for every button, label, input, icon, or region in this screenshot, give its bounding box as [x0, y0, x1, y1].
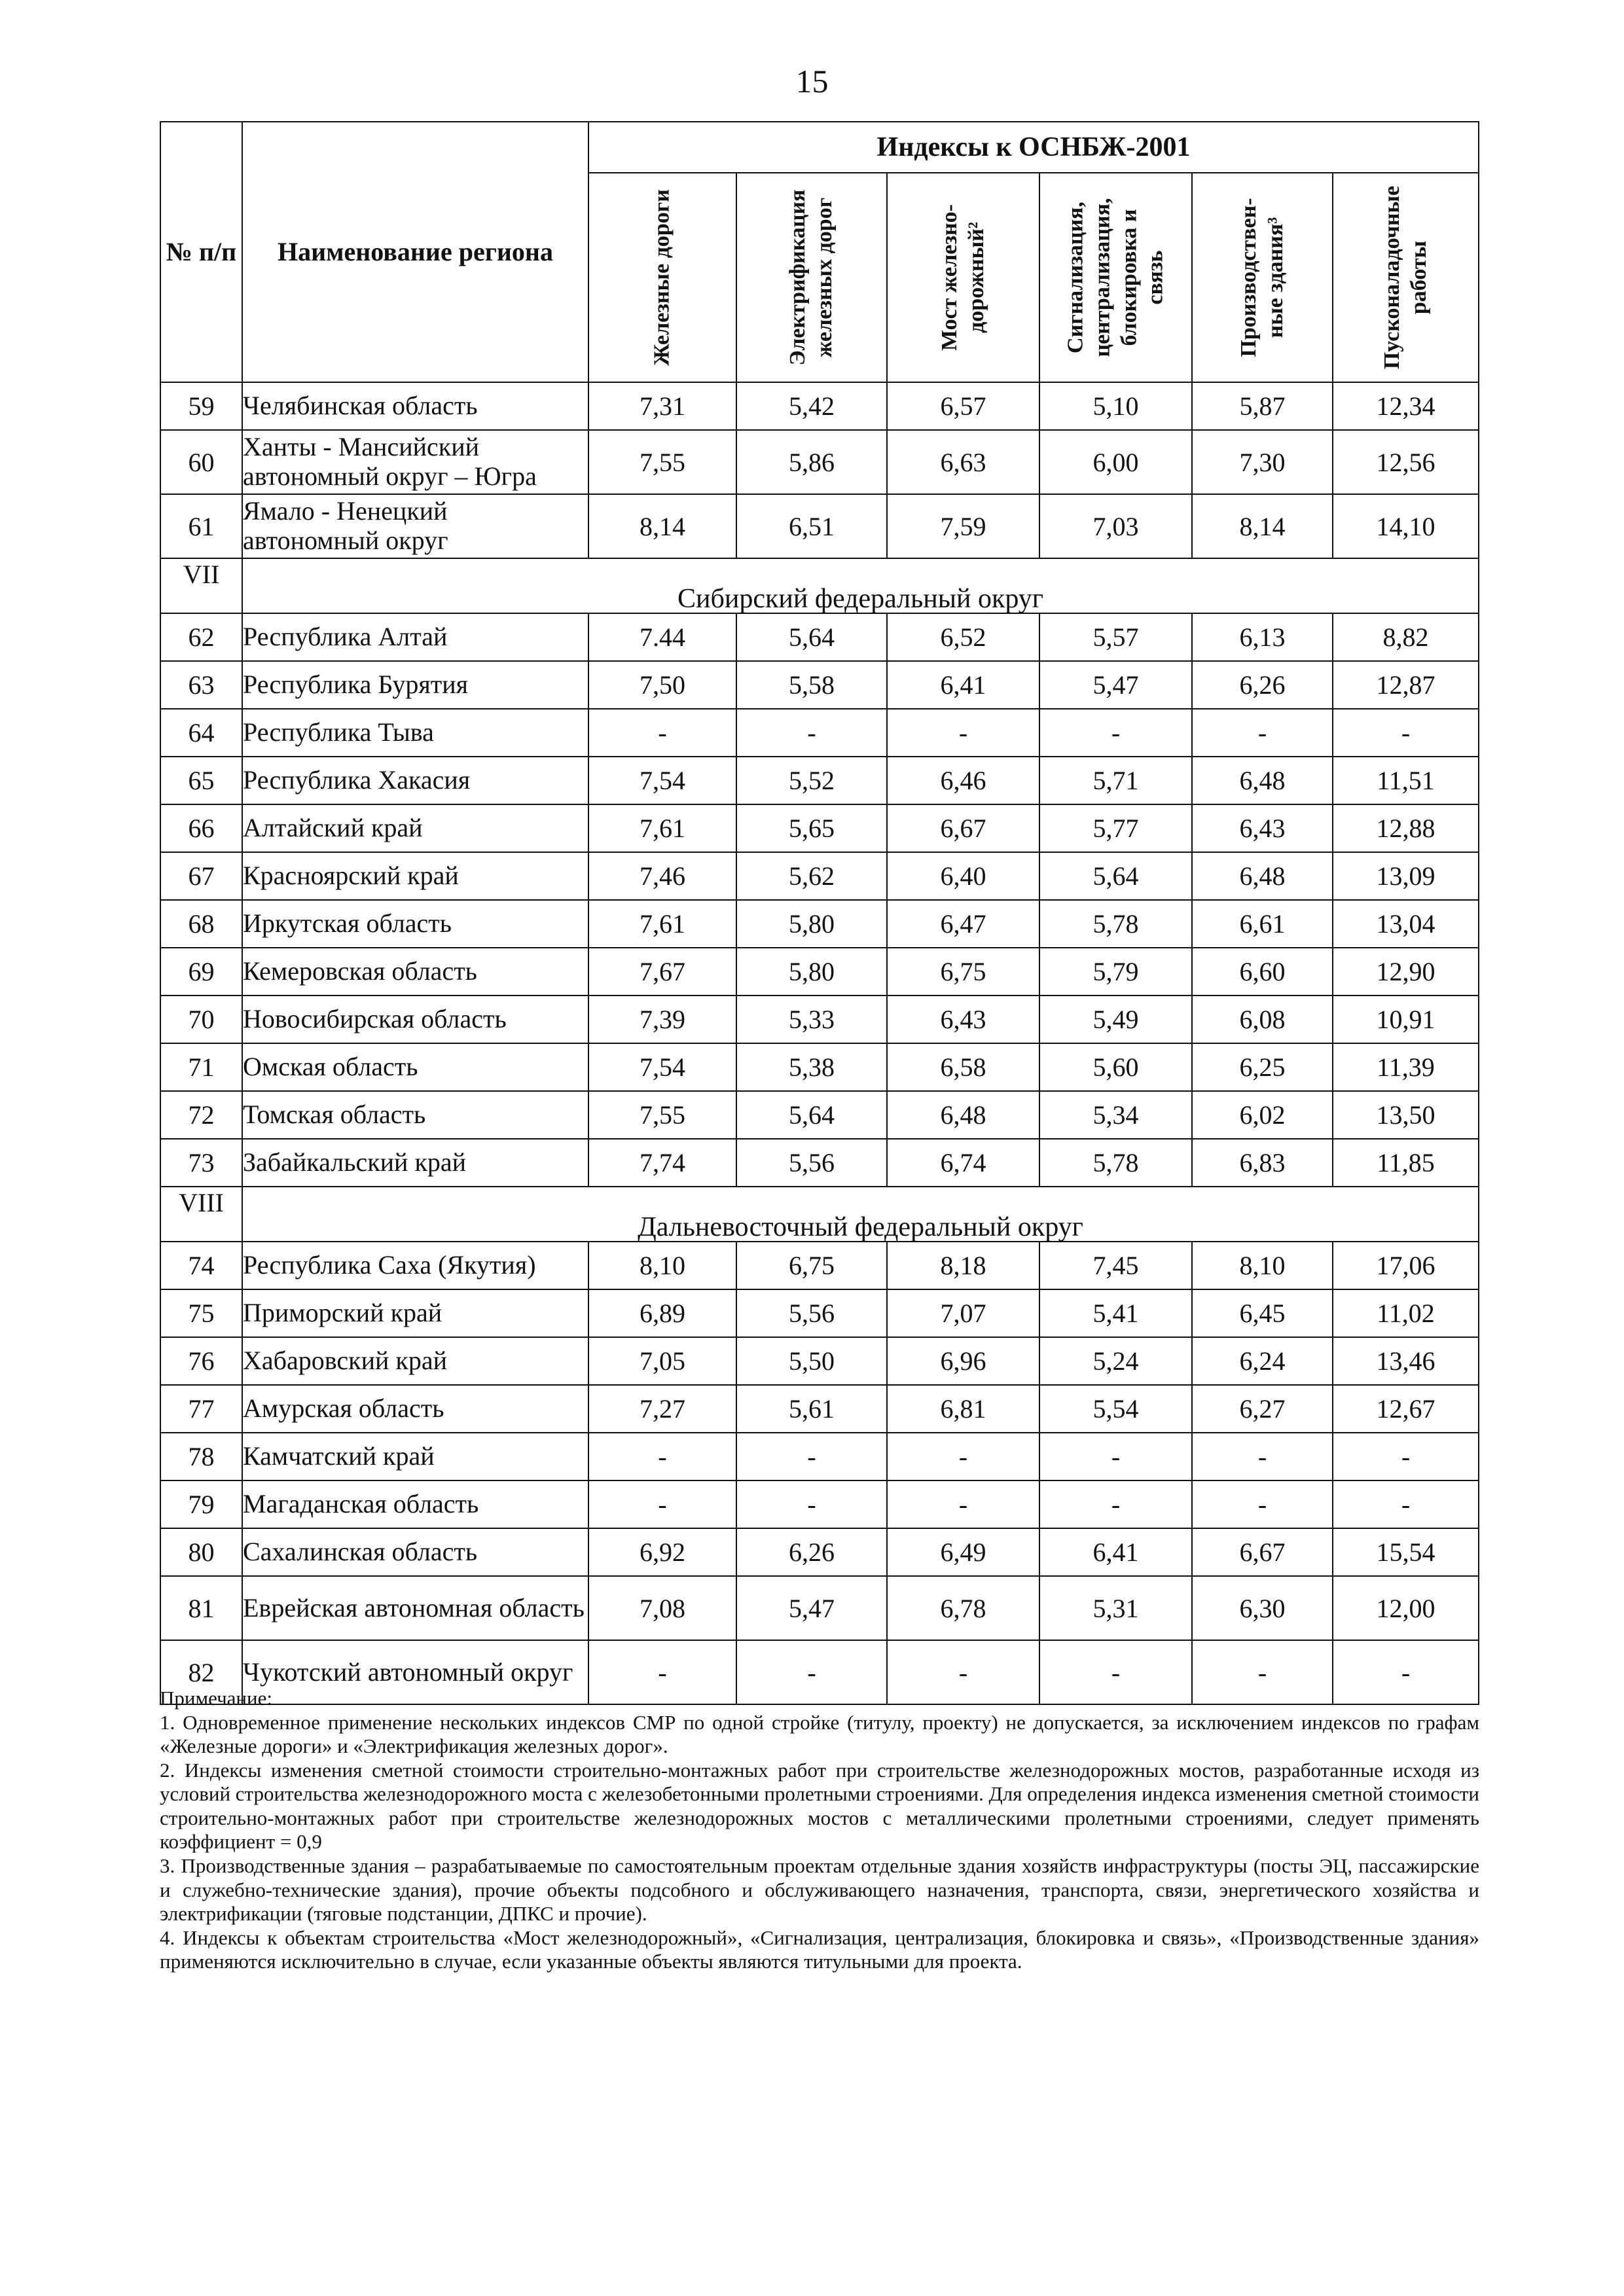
row-num: 77: [160, 1385, 242, 1433]
value-cell: 5,33: [736, 996, 887, 1043]
region-name: Челябинская область: [242, 382, 588, 430]
value-cell: -: [1333, 709, 1479, 757]
value-cell: 5,65: [736, 804, 887, 852]
value-cell: 5,86: [736, 430, 887, 494]
table-row: [160, 1576, 1479, 1640]
row-num: 82: [160, 1640, 242, 1704]
region-name: Алтайский край: [242, 804, 588, 852]
section-number: VIII: [160, 1187, 242, 1242]
value-cell: 5,78: [1039, 1139, 1192, 1187]
value-cell: 5,58: [736, 661, 887, 709]
row-num: 79: [160, 1480, 242, 1528]
value-cell: 6,08: [1192, 996, 1333, 1043]
table-row: [160, 1433, 1479, 1480]
value-cell: 6,26: [736, 1528, 887, 1576]
value-cell: 7,27: [588, 1385, 736, 1433]
value-cell: 7,46: [588, 852, 736, 900]
row-num: 66: [160, 804, 242, 852]
row-num: 62: [160, 613, 242, 661]
region-name: Новосибирская область: [242, 996, 588, 1043]
value-cell: 6,47: [887, 900, 1039, 948]
table-row: [160, 1385, 1479, 1433]
value-cell: 6,61: [1192, 900, 1333, 948]
note-item: 3. Производственные здания – разрабатываемые по самостоятельным проектам отдельные здания хозяйств инфраструктуры (посты ЭЦ, пассажирские и служебно-технические здания), прочие объекты подсобного и обслуживающего назначения, транспорта, связи, энергетического хозяйства и электрификации (тяговые подстанции, ДПКС и прочие).: [160, 1854, 1479, 1926]
value-cell: 8,14: [1192, 494, 1333, 558]
value-cell: -: [1192, 1480, 1333, 1528]
table-row: [160, 996, 1479, 1043]
value-cell: -: [1192, 1433, 1333, 1480]
table-row: [160, 1242, 1479, 1289]
table-row: [160, 1337, 1479, 1385]
column-header-signaling: Сигнализация, централизация, блокировка и связь: [1039, 173, 1192, 382]
value-cell: 5,64: [736, 613, 887, 661]
row-num: 80: [160, 1528, 242, 1576]
table-row: [160, 1091, 1479, 1139]
value-cell: -: [588, 1480, 736, 1528]
region-name: Ханты - Мансийский автономный округ – Югра: [242, 430, 588, 494]
value-cell: -: [1039, 1433, 1192, 1480]
column-header-railways: Железные дороги: [588, 173, 736, 382]
region-name: Республика Хакасия: [242, 757, 588, 804]
value-cell: 6,75: [887, 948, 1039, 996]
region-name: Республика Саха (Якутия): [242, 1242, 588, 1289]
value-cell: 5,54: [1039, 1385, 1192, 1433]
value-cell: 6,67: [1192, 1528, 1333, 1576]
value-cell: 6,78: [887, 1576, 1039, 1640]
value-cell: 6,24: [1192, 1337, 1333, 1385]
value-cell: 5,80: [736, 900, 887, 948]
value-cell: -: [1192, 1640, 1333, 1704]
value-cell: 6,46: [887, 757, 1039, 804]
value-cell: 7.44: [588, 613, 736, 661]
value-cell: 5,52: [736, 757, 887, 804]
row-num: 76: [160, 1337, 242, 1385]
region-name: Забайкальский край: [242, 1139, 588, 1187]
value-cell: -: [1192, 709, 1333, 757]
value-cell: -: [736, 1480, 887, 1528]
value-cell: -: [588, 1640, 736, 1704]
row-num: 70: [160, 996, 242, 1043]
value-cell: 6,27: [1192, 1385, 1333, 1433]
value-cell: 7,54: [588, 1043, 736, 1091]
value-cell: 7,50: [588, 661, 736, 709]
region-name: Хабаровский край: [242, 1337, 588, 1385]
table-row: [160, 1480, 1479, 1528]
region-name: Иркутская область: [242, 900, 588, 948]
value-cell: 6,58: [887, 1043, 1039, 1091]
value-cell: 6,43: [887, 996, 1039, 1043]
header-indices-title: Индексы к ОСНБЖ-2001: [588, 122, 1479, 173]
table-row: [160, 757, 1479, 804]
value-cell: 6,40: [887, 852, 1039, 900]
value-cell: 13,50: [1333, 1091, 1479, 1139]
value-cell: 13,46: [1333, 1337, 1479, 1385]
region-name: Магаданская область: [242, 1480, 588, 1528]
value-cell: 7,74: [588, 1139, 736, 1187]
region-name: Ямало - Ненецкий автономный округ: [242, 494, 588, 558]
value-cell: 11,02: [1333, 1289, 1479, 1337]
row-num: 71: [160, 1043, 242, 1091]
region-name: Сахалинская область: [242, 1528, 588, 1576]
value-cell: -: [588, 1433, 736, 1480]
region-name: Чукотский автономный округ: [242, 1640, 588, 1704]
value-cell: 8,82: [1333, 613, 1479, 661]
value-cell: 6,30: [1192, 1576, 1333, 1640]
value-cell: 7,31: [588, 382, 736, 430]
value-cell: 6,96: [887, 1337, 1039, 1385]
row-num: 68: [160, 900, 242, 948]
row-num: 73: [160, 1139, 242, 1187]
value-cell: 6,49: [887, 1528, 1039, 1576]
value-cell: -: [1333, 1640, 1479, 1704]
region-name: Красноярский край: [242, 852, 588, 900]
value-cell: -: [1333, 1433, 1479, 1480]
value-cell: 5,57: [1039, 613, 1192, 661]
value-cell: 6,41: [887, 661, 1039, 709]
region-name: Республика Алтай: [242, 613, 588, 661]
row-num: 69: [160, 948, 242, 996]
header-region-name: Наименование региона: [242, 122, 588, 382]
notes-block: [160, 1687, 1479, 1974]
value-cell: -: [736, 709, 887, 757]
value-cell: 6,81: [887, 1385, 1039, 1433]
value-cell: 5,87: [1192, 382, 1333, 430]
table-row: [160, 382, 1479, 430]
value-cell: 5,31: [1039, 1576, 1192, 1640]
value-cell: -: [1039, 1480, 1192, 1528]
value-cell: 8,10: [588, 1242, 736, 1289]
value-cell: 5,34: [1039, 1091, 1192, 1139]
value-cell: 6,67: [887, 804, 1039, 852]
value-cell: -: [1039, 709, 1192, 757]
value-cell: 6,57: [887, 382, 1039, 430]
value-cell: 6,48: [887, 1091, 1039, 1139]
value-cell: 7,61: [588, 804, 736, 852]
value-cell: 12,56: [1333, 430, 1479, 494]
value-cell: 7,30: [1192, 430, 1333, 494]
value-cell: 6,00: [1039, 430, 1192, 494]
column-header-electrification: Электрификация железных дорог: [736, 173, 887, 382]
region-name: Приморский край: [242, 1289, 588, 1337]
row-num: 59: [160, 382, 242, 430]
column-header-industrial-buildings: Производствен-ные здания³: [1192, 173, 1333, 382]
value-cell: 5,42: [736, 382, 887, 430]
value-cell: -: [588, 709, 736, 757]
value-cell: 12,00: [1333, 1576, 1479, 1640]
value-cell: 12,67: [1333, 1385, 1479, 1433]
value-cell: 7,07: [887, 1289, 1039, 1337]
table-row: [160, 613, 1479, 661]
region-name: Амурская область: [242, 1385, 588, 1433]
value-cell: 6,52: [887, 613, 1039, 661]
value-cell: 5,61: [736, 1385, 887, 1433]
value-cell: 11,51: [1333, 757, 1479, 804]
header-num: № п/п: [160, 122, 242, 382]
table-row: [160, 804, 1479, 852]
value-cell: 5,38: [736, 1043, 887, 1091]
value-cell: 13,04: [1333, 900, 1479, 948]
row-num: 75: [160, 1289, 242, 1337]
table-row: [160, 948, 1479, 996]
section-number: VII: [160, 558, 242, 613]
value-cell: 5,77: [1039, 804, 1192, 852]
page-number: 15: [795, 63, 829, 99]
section-title: Сибирский федеральный округ: [242, 558, 1479, 613]
value-cell: -: [736, 1433, 887, 1480]
row-num: 65: [160, 757, 242, 804]
row-num: 64: [160, 709, 242, 757]
row-num: 81: [160, 1576, 242, 1640]
value-cell: 5,78: [1039, 900, 1192, 948]
table-row: [160, 494, 1479, 558]
value-cell: 5,79: [1039, 948, 1192, 996]
row-num: 72: [160, 1091, 242, 1139]
note-item: 2. Индексы изменения сметной стоимости строительно-монтажных работ при строительстве железнодорожных мостов, разработанные исходя из условий строительства железнодорожного моста с железобетонными пролетными строениями. Для определения индекса изменения сметной стоимости строительно-монтажных работ при строительстве железнодорожных мостов с металлическими пролетными строениями, следует применять коэффициент = 0,9: [160, 1758, 1479, 1854]
value-cell: 5,47: [736, 1576, 887, 1640]
section-title: Дальневосточный федеральный округ: [242, 1187, 1479, 1242]
note-item: 1. Одновременное применение нескольких индексов СМР по одной стройке (титулу, проекту) не допускается, за исключением индексов по графам «Железные дороги» и «Электрификация железных дорог».: [160, 1710, 1479, 1758]
value-cell: 5,10: [1039, 382, 1192, 430]
row-num: 63: [160, 661, 242, 709]
column-header-railway-bridge: Мост железно-дорожный²: [887, 173, 1039, 382]
value-cell: 6,75: [736, 1242, 887, 1289]
value-cell: -: [1039, 1640, 1192, 1704]
value-cell: 6,26: [1192, 661, 1333, 709]
note-item: 4. Индексы к объектам строительства «Мост железнодорожный», «Сигнализация, централизация, блокировка и связь», «Производственные здания» применяются исключительно в случае, если указанные объекты являются титульными для проекта.: [160, 1926, 1479, 1973]
value-cell: 6,83: [1192, 1139, 1333, 1187]
value-cell: 13,09: [1333, 852, 1479, 900]
value-cell: 17,06: [1333, 1242, 1479, 1289]
table-row: [160, 1139, 1479, 1187]
value-cell: 10,91: [1333, 996, 1479, 1043]
value-cell: 7,55: [588, 1091, 736, 1139]
value-cell: 14,10: [1333, 494, 1479, 558]
region-name: Республика Бурятия: [242, 661, 588, 709]
notes-title: Примечание:: [160, 1687, 272, 1710]
value-cell: 5,71: [1039, 757, 1192, 804]
value-cell: 7,55: [588, 430, 736, 494]
region-name: Омская область: [242, 1043, 588, 1091]
value-cell: 7,67: [588, 948, 736, 996]
value-cell: 5,80: [736, 948, 887, 996]
region-name: Кемеровская область: [242, 948, 588, 996]
row-num: 60: [160, 430, 242, 494]
table-row: [160, 1289, 1479, 1337]
value-cell: 6,63: [887, 430, 1039, 494]
value-cell: 6,89: [588, 1289, 736, 1337]
value-cell: 6,41: [1039, 1528, 1192, 1576]
value-cell: 5,50: [736, 1337, 887, 1385]
value-cell: 12,34: [1333, 382, 1479, 430]
table-row: [160, 709, 1479, 757]
value-cell: 6,60: [1192, 948, 1333, 996]
value-cell: 6,25: [1192, 1043, 1333, 1091]
value-cell: 5,41: [1039, 1289, 1192, 1337]
value-cell: 7,54: [588, 757, 736, 804]
value-cell: 6,43: [1192, 804, 1333, 852]
value-cell: 5,64: [736, 1091, 887, 1139]
value-cell: 6,51: [736, 494, 887, 558]
value-cell: 8,10: [1192, 1242, 1333, 1289]
row-num: 74: [160, 1242, 242, 1289]
value-cell: 5,62: [736, 852, 887, 900]
value-cell: 7,39: [588, 996, 736, 1043]
value-cell: 12,87: [1333, 661, 1479, 709]
table-row: [160, 430, 1479, 494]
value-cell: 7,45: [1039, 1242, 1192, 1289]
value-cell: 8,18: [887, 1242, 1039, 1289]
value-cell: 11,39: [1333, 1043, 1479, 1091]
region-name: Томская область: [242, 1091, 588, 1139]
row-num: 78: [160, 1433, 242, 1480]
value-cell: 5,60: [1039, 1043, 1192, 1091]
value-cell: 5,49: [1039, 996, 1192, 1043]
table-row: [160, 1528, 1479, 1576]
value-cell: 15,54: [1333, 1528, 1479, 1576]
indices-table: [160, 121, 1479, 1705]
value-cell: 7,05: [588, 1337, 736, 1385]
section-row: [160, 1187, 1479, 1242]
value-cell: 6,13: [1192, 613, 1333, 661]
value-cell: -: [887, 1433, 1039, 1480]
value-cell: 7,59: [887, 494, 1039, 558]
table-row: [160, 661, 1479, 709]
value-cell: 6,92: [588, 1528, 736, 1576]
value-cell: 7,08: [588, 1576, 736, 1640]
value-cell: 12,90: [1333, 948, 1479, 996]
value-cell: -: [736, 1640, 887, 1704]
region-name: Еврейская автономная область: [242, 1576, 588, 1640]
value-cell: 6,74: [887, 1139, 1039, 1187]
row-num: 61: [160, 494, 242, 558]
table-row: [160, 900, 1479, 948]
value-cell: 5,56: [736, 1139, 887, 1187]
value-cell: 5,24: [1039, 1337, 1192, 1385]
value-cell: 12,88: [1333, 804, 1479, 852]
value-cell: 8,14: [588, 494, 736, 558]
value-cell: 11,85: [1333, 1139, 1479, 1187]
value-cell: -: [887, 1640, 1039, 1704]
value-cell: 5,56: [736, 1289, 887, 1337]
column-header-commissioning: Пусконаладочные работы: [1333, 173, 1479, 382]
value-cell: 6,45: [1192, 1289, 1333, 1337]
region-name: Камчатский край: [242, 1433, 588, 1480]
value-cell: 6,02: [1192, 1091, 1333, 1139]
value-cell: -: [887, 1480, 1039, 1528]
value-cell: -: [887, 709, 1039, 757]
value-cell: 6,48: [1192, 852, 1333, 900]
value-cell: 7,61: [588, 900, 736, 948]
table-row: [160, 852, 1479, 900]
region-name: Республика Тыва: [242, 709, 588, 757]
value-cell: -: [1333, 1480, 1479, 1528]
value-cell: 5,64: [1039, 852, 1192, 900]
value-cell: 6,48: [1192, 757, 1333, 804]
value-cell: 5,47: [1039, 661, 1192, 709]
table-row: [160, 1043, 1479, 1091]
section-row: [160, 558, 1479, 613]
value-cell: 7,03: [1039, 494, 1192, 558]
row-num: 67: [160, 852, 242, 900]
